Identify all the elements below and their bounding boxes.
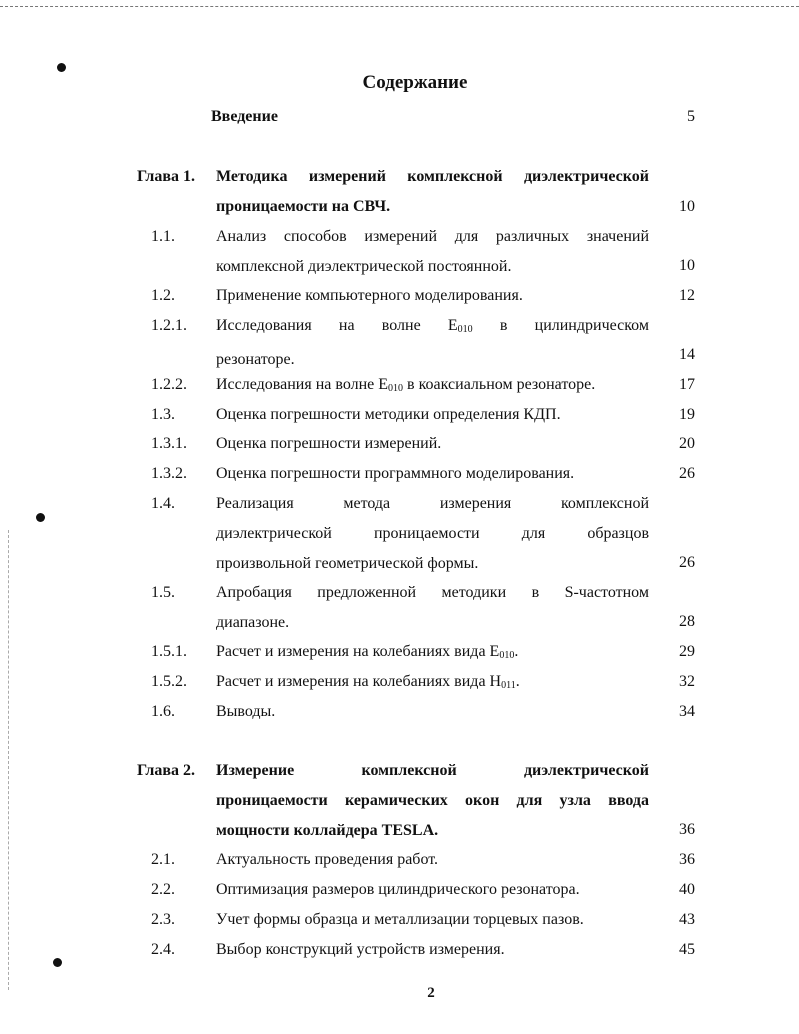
binder-hole-bottom [53, 958, 62, 967]
toc-entry-line: Оценка погрешности программного моделирования. [216, 465, 575, 482]
toc-entry-line: Апробация предложенной методики в S-частотном [216, 584, 649, 601]
toc-entry-line: Применение компьютерного моделирования. [216, 287, 523, 304]
toc-entry-text [216, 429, 649, 459]
toc-entry-text [216, 578, 649, 638]
chapter1-title-line: проницаемости на СВЧ. [216, 198, 391, 215]
toc-entry-number: 1.1. [151, 228, 175, 245]
wave-index: 011 [501, 680, 516, 691]
wave-index: 010 [388, 383, 404, 394]
toc-entry-number: 1.6. [151, 703, 175, 720]
chapter2-page: 36 [679, 821, 695, 838]
page-number: 2 [427, 985, 435, 1001]
toc-entry-line: произвольной геометрической формы. [216, 555, 479, 572]
toc-entry-number: 1.5.1. [151, 643, 187, 660]
toc-entry-page: 26 [679, 465, 695, 482]
toc-entry-page: 17 [679, 376, 695, 393]
binder-hole-top [57, 63, 66, 72]
toc-entry-page: 20 [679, 435, 695, 452]
toc-entry-line: Реализация метода измерения комплексной [216, 495, 649, 512]
wave-index: 010 [499, 650, 515, 661]
chapter2-title-line: проницаемости керамических окон для узла ввода [216, 792, 649, 809]
toc-entry-text-part: . [514, 643, 519, 660]
chapter2-label: Глава 2. [137, 762, 195, 779]
toc-entry-number: 1.2. [151, 287, 175, 304]
toc-entry-text [216, 459, 649, 489]
toc-entry-line: диапазоне. [216, 614, 290, 631]
toc-entry-line: диэлектрической проницаемости для образцов [216, 525, 649, 542]
toc-entry-line: Оценка погрешности методики определения КДП. [216, 406, 561, 423]
toc-entry-text [216, 489, 649, 579]
chapter1-label: Глава 1. [137, 168, 195, 185]
scan-top-border [0, 6, 799, 7]
toc-entry-text [216, 400, 649, 430]
wave-index: 010 [457, 324, 473, 335]
chapter1-title-line: Методика измерений комплексной диэлектрической [216, 168, 649, 185]
toc-entry-page: 40 [679, 881, 695, 898]
toc-entry-line [216, 311, 649, 345]
intro-label: Введение [211, 108, 278, 125]
toc-entry-text [216, 935, 649, 965]
toc-entry-page: 45 [679, 941, 695, 958]
toc-entry-text-part: в цилиндрическом [472, 317, 649, 334]
toc-entry-number: 1.3.1. [151, 435, 187, 452]
toc-entry-page: 12 [679, 287, 695, 304]
toc-entry-page: 32 [679, 673, 695, 690]
toc-entry-text-part: в коаксиальном резонаторе. [403, 376, 596, 393]
toc-entry-line [216, 667, 649, 701]
toc-entry-number: 1.2.2. [151, 376, 187, 393]
toc-entry-number: 2.3. [151, 911, 175, 928]
chapter2-title-line: мощности коллайдера TESLA. [216, 822, 439, 839]
toc-entry-page: 14 [679, 346, 695, 363]
toc-entry-text [216, 697, 649, 727]
intro-page: 5 [687, 108, 695, 125]
toc-entry-page: 43 [679, 911, 695, 928]
toc-entry-text [216, 222, 649, 282]
chapter1-page: 10 [679, 198, 695, 215]
chapter1-title [216, 162, 649, 222]
toc-entry-text [216, 667, 649, 701]
toc-entry-page: 36 [679, 851, 695, 868]
toc-entry-number: 1.3. [151, 406, 175, 423]
toc-entry-line: Актуальность проведения работ. [216, 851, 439, 868]
toc-entry-text-part: Исследования на волне E [216, 317, 458, 334]
chapter2-title-line: Измерение комплексной диэлектрической [216, 762, 649, 779]
toc-entry-page: 29 [679, 643, 695, 660]
toc-entry-line: Оценка погрешности измерений. [216, 435, 442, 452]
toc-entry-number: 1.3.2. [151, 465, 187, 482]
toc-entry-text [216, 905, 649, 935]
toc-entry-number: 2.2. [151, 881, 175, 898]
toc-entry-number: 1.5.2. [151, 673, 187, 690]
toc-entry-text-part: Исследования на волне E [216, 376, 389, 393]
toc-entry-line: Оптимизация размеров цилиндрического резонатора. [216, 881, 580, 898]
toc-entry-text-part: Расчет и измерения на колебаниях вида E [216, 643, 500, 660]
toc-entry-number: 1.4. [151, 495, 175, 512]
toc-entry-number: 1.2.1. [151, 317, 187, 334]
toc-entry-line: резонаторе. [216, 351, 295, 368]
toc-entry-text [216, 875, 649, 905]
toc-entry-line [216, 370, 649, 404]
toc-entry-number: 1.5. [151, 584, 175, 601]
toc-entry-line: Выводы. [216, 703, 276, 720]
toc-entry-line: Анализ способов измерений для различных значений [216, 228, 649, 245]
toc-entry-line: Выбор конструкций устройств измерения. [216, 941, 505, 958]
toc-entry-line: комплексной диэлектрической постоянной. [216, 258, 512, 275]
toc-entry-number: 2.1. [151, 851, 175, 868]
toc-entry-page: 34 [679, 703, 695, 720]
toc-entry-text [216, 370, 649, 404]
chapter2-title [216, 756, 649, 846]
scan-edge-line [8, 530, 9, 990]
toc-entry-text [216, 637, 649, 671]
toc-entry-text [216, 845, 649, 875]
toc-entry-line [216, 637, 649, 671]
toc-entry-text [216, 281, 649, 311]
toc-entry-page: 10 [679, 257, 695, 274]
toc-entry-text [216, 311, 649, 375]
toc-entry-text-part: Расчет и измерения на колебаниях вида H [216, 673, 502, 690]
toc-entry-line: Учет формы образца и металлизации торцевых пазов. [216, 911, 584, 928]
toc-entry-text-part: . [515, 673, 520, 690]
toc-entry-page: 26 [679, 554, 695, 571]
toc-entry-page: 28 [679, 613, 695, 630]
page-title: Содержание [362, 72, 468, 93]
toc-entry-page: 19 [679, 406, 695, 423]
toc-entry-number: 2.4. [151, 941, 175, 958]
binder-hole-middle [36, 513, 45, 522]
